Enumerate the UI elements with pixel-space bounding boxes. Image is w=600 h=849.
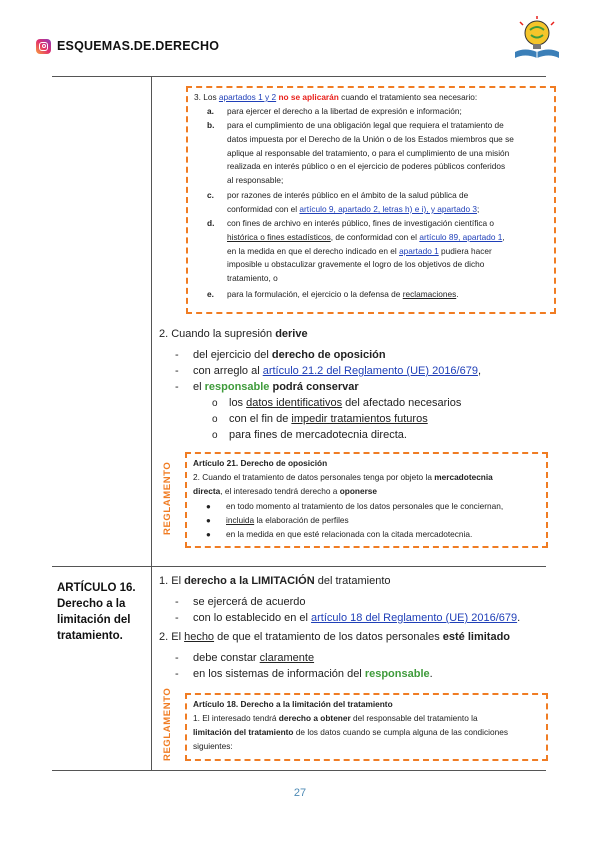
- art16-item-2: con lo establecido en el artículo 18 del Reglamento (UE) 2016/679.: [193, 612, 521, 624]
- section2-title: 2. Cuando la supresión derive: [159, 328, 308, 340]
- dash-bullet: -: [175, 612, 179, 624]
- exceptions-item-c: c. por razones de interés público en el ámbito de la salud pública de conformidad con el artículo 9, apartado 2, letras h) e i), y apartado 3;: [207, 190, 480, 214]
- section2-sub-1: los datos identificativos del afectado necesarios: [229, 397, 462, 409]
- circle-bullet: o: [212, 430, 218, 441]
- reglamento-1-title: Artículo 21. Derecho de oposición: [193, 458, 328, 468]
- reglamento-1-bullet-2: incluida la elaboración de perfiles: [226, 515, 349, 525]
- exceptions-intro: 3. Los apartados 1 y 2 no se aplicarán cuando el tratamiento sea necesario:: [194, 92, 478, 102]
- row-divider: [52, 566, 546, 567]
- circle-bullet: o: [212, 398, 218, 409]
- exceptions-item-d: d. con fines de archivo en interés público, fines de investigación científica o histórica o fines estadísticos, de conformidad con el artículo 89, apartado 1, en la medida en que el derecho indicado en el apartado 1 pudiera hacer imposible u obstaculizar gravemente el logro de los objetivos de dicho tratamiento, o: [207, 218, 505, 284]
- reglamento-tab-1: REGLAMENTO: [162, 461, 173, 535]
- art16-item-1: se ejercerá de acuerdo: [193, 596, 306, 608]
- exceptions-item-e: e. para la formulación, el ejercicio o la defensa de reclamaciones.: [207, 289, 459, 299]
- reglamento-2-text: 1. El interesado tendrá derecho a obtener del responsable del tratamiento la limitación del tratamiento de los datos cuando se cumpla alguna de las condiciones siguientes:: [193, 713, 508, 751]
- exceptions-item-a: a. para ejercer el derecho a la libertad de expresión e información;: [207, 106, 462, 116]
- section2-sub-2: con el fin de impedir tratamientos futuros: [229, 413, 428, 425]
- art16-item-3: debe constar claramente: [193, 652, 315, 664]
- lightbulb-book-logo-icon: [511, 14, 563, 66]
- art16-point-1: 1. El derecho a la LIMITACIÓN del tratamiento: [159, 575, 391, 587]
- reglamento-1-bullet-1: en todo momento al tratamiento de los datos personales que le conciernan,: [226, 501, 504, 511]
- dot-bullet: ●: [206, 516, 211, 525]
- reglamento-2-title: Artículo 18. Derecho a la limitación del tratamiento: [193, 699, 393, 709]
- reglamento-1-text: 2. Cuando el tratamiento de datos personales tenga por objeto la mercadotecnia directa, el interesado tendrá derecho a oponerse: [193, 472, 493, 496]
- section2-item-3: el responsable podrá conservar: [193, 381, 359, 393]
- table-top-border: [52, 76, 546, 77]
- section2-item-1: del ejercicio del derecho de oposición: [193, 349, 386, 361]
- brand-name: ESQUEMAS.DE.DERECHO: [57, 39, 220, 53]
- column-divider: [151, 76, 152, 770]
- dash-bullet: -: [175, 349, 179, 361]
- dash-bullet: -: [175, 365, 179, 377]
- dash-bullet: -: [175, 381, 179, 393]
- page-number: 27: [293, 787, 307, 799]
- instagram-icon: [36, 39, 51, 54]
- reglamento-1-bullet-3: en la medida en que esté relacionada con la citada mercadotecnia.: [226, 529, 473, 539]
- brand-header: [36, 34, 219, 58]
- dash-bullet: -: [175, 596, 179, 608]
- exceptions-item-b: b. para el cumplimiento de una obligación legal que requiera el tratamiento de datos impuesta por el Derecho de la Unión o de los Estados miembros que se aplique al responsable del tratamiento, o para el cumplimiento de una misión realizada en interés público o en el ejercicio de poderes públicos conferidos al responsable;: [207, 120, 514, 186]
- reglamento-tab-2: REGLAMENTO: [162, 687, 173, 761]
- dash-bullet: -: [175, 652, 179, 664]
- article-16-title: ARTÍCULO 16. Derecho a la limitación del tratamiento.: [57, 582, 136, 642]
- dot-bullet: ●: [206, 502, 211, 511]
- circle-bullet: o: [212, 414, 218, 425]
- dot-bullet: ●: [206, 530, 211, 539]
- art16-item-4: en los sistemas de información del responsable.: [193, 668, 433, 680]
- art16-point-2: 2. El hecho de que el tratamiento de los datos personales esté limitado: [159, 631, 511, 643]
- dash-bullet: -: [175, 668, 179, 680]
- section2-sub-3: para fines de mercadotecnia directa.: [229, 429, 407, 441]
- table-bottom-border: [52, 770, 546, 771]
- section2-item-2: con arreglo al artículo 21.2 del Reglamento (UE) 2016/679,: [193, 365, 482, 377]
